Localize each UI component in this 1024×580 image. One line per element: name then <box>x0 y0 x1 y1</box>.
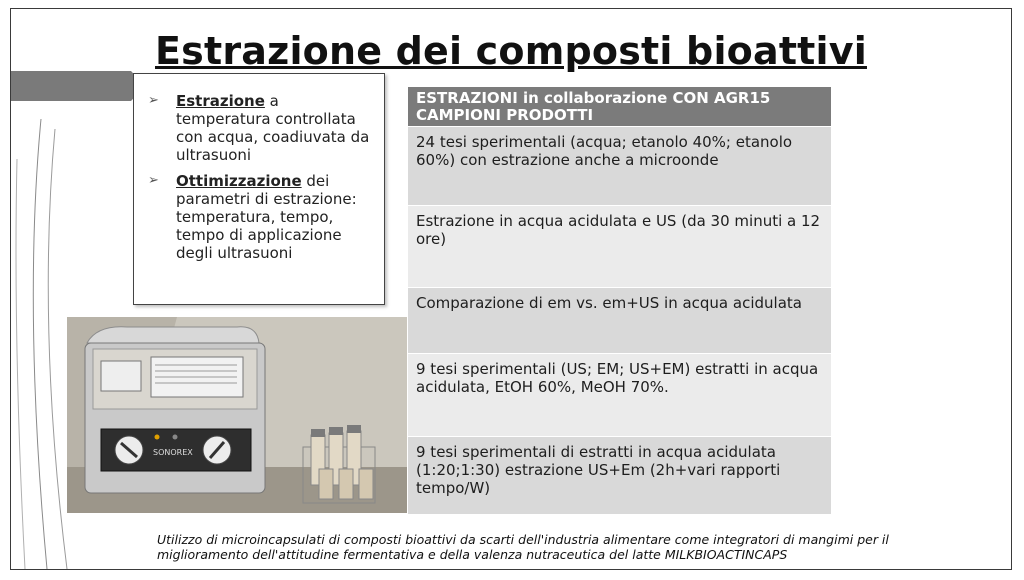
accent-band <box>11 71 131 101</box>
table-row: 9 tesi sperimentali di estratti in acqua acidulata (1:20;1:30) estrazione US+Em (2h+vari rapporti tempo/W) <box>408 437 831 515</box>
slide-title: Estrazione dei composti bioattivi <box>155 29 867 73</box>
table-header: ESTRAZIONI in collaborazione CON AGR15 CAMPIONI PRODOTTI <box>408 87 831 127</box>
slide <box>10 8 1012 570</box>
bullet-box <box>133 73 385 305</box>
bullet-item <box>148 92 376 164</box>
bullet-item <box>148 172 376 262</box>
arrow-bullet-icon: ➢ <box>148 173 159 188</box>
bullet-text: a temperatura controllata con acqua, coadiuvata da ultrasuoni <box>176 92 370 164</box>
project-caption: Utilizzo di microincapsulati di composti bioattivi da scarti dell'industria alimentare come integratori di mangimi per il miglioramento dell'attitudine fermentativa e della valenza nutraceutica del latte MILKBIOACTINCAPS <box>157 532 889 562</box>
extractions-table <box>408 87 831 515</box>
table-row: 9 tesi sperimentali (US; EM; US+EM) estratti in acqua acidulata, EtOH 60%, MeOH 70%. <box>408 354 831 437</box>
bullet-keyword: Ottimizzazione <box>176 172 302 190</box>
bath-brand-label: SONOREX <box>153 448 193 457</box>
table-row: Estrazione in acqua acidulata e US (da 30 minuti a 12 ore) <box>408 206 831 288</box>
bullet-keyword: Estrazione <box>176 92 265 110</box>
bullet-text: dei parametri di estrazione: temperatura, tempo, tempo di applicazione degli ultrasuoni <box>176 172 357 262</box>
ultrasonic-bath-photo <box>67 317 407 513</box>
table-row: 24 tesi sperimentali (acqua; etanolo 40%; etanolo 60%) con estrazione anche a microonde <box>408 127 831 206</box>
table-row: Comparazione di em vs. em+US in acqua acidulata <box>408 288 831 354</box>
arrow-bullet-icon: ➢ <box>148 93 159 108</box>
